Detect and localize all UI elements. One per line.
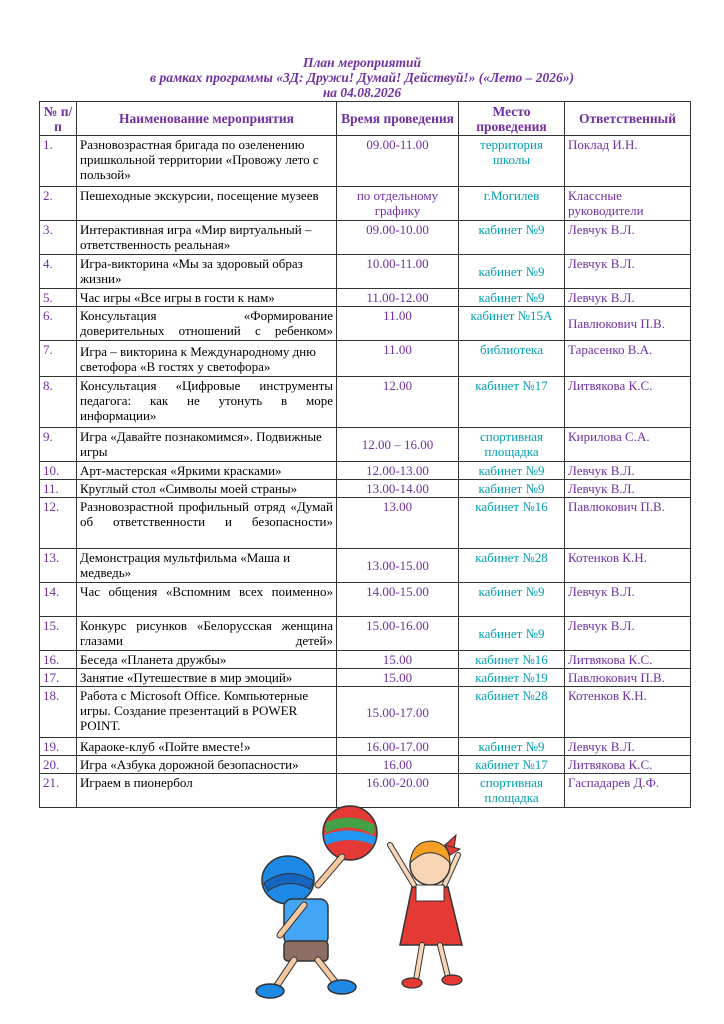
row-number: 8. bbox=[40, 377, 77, 428]
event-name: Играем в пионербол bbox=[77, 774, 337, 808]
event-place: кабинет №28 bbox=[459, 687, 565, 738]
event-responsible: Левчук В.Л. bbox=[565, 617, 691, 651]
event-responsible: Классные руководители bbox=[565, 187, 691, 221]
event-place: кабинет №16 bbox=[459, 498, 565, 549]
event-time: 14.00-15.00 bbox=[337, 583, 459, 617]
table-row bbox=[40, 136, 691, 187]
document-header bbox=[0, 55, 724, 100]
table-header-row bbox=[40, 102, 691, 136]
event-name: Демонстрация мультфильма «Маша и медведь» bbox=[77, 549, 337, 583]
table-row bbox=[40, 738, 691, 756]
event-responsible: Павлюкович П.В. bbox=[565, 669, 691, 687]
header-resp: Ответственный bbox=[565, 102, 691, 136]
event-responsible: Левчук В.Л. bbox=[565, 462, 691, 480]
event-name: Консультация «Формирование доверительных отношений с ребенком» bbox=[77, 307, 337, 341]
event-place: спортивная площадка bbox=[459, 774, 565, 808]
event-name: Разновозрастная бригада по озеленению пришкольной территории «Провожу лето с пользой» bbox=[77, 136, 337, 187]
event-place: кабинет №17 bbox=[459, 756, 565, 774]
event-place: кабинет №9 bbox=[459, 738, 565, 756]
event-time: 09.00-10.00 bbox=[337, 221, 459, 255]
table-row bbox=[40, 651, 691, 669]
table-row bbox=[40, 289, 691, 307]
title-line-1: План мероприятий bbox=[302, 55, 422, 70]
event-responsible: Гаспадарев Д.Ф. bbox=[565, 774, 691, 808]
event-time: по отдельному графику bbox=[337, 187, 459, 221]
event-time: 12.00 – 16.00 bbox=[337, 428, 459, 462]
table-row bbox=[40, 498, 691, 549]
event-place: кабинет №17 bbox=[459, 377, 565, 428]
event-name: Игра «Азбука дорожной безопасности» bbox=[77, 756, 337, 774]
event-responsible: Павлюкович П.В. bbox=[565, 498, 691, 549]
event-name: Консультация «Цифровые инструменты педагога: как не утонуть в море информации» bbox=[77, 377, 337, 428]
table-row bbox=[40, 187, 691, 221]
table-row bbox=[40, 756, 691, 774]
events-table bbox=[39, 101, 691, 808]
table-row bbox=[40, 428, 691, 462]
event-name: Конкурс рисунков «Белорусская женщина глазами детей» bbox=[77, 617, 337, 651]
event-time: 13.00 bbox=[337, 498, 459, 549]
event-name: Час общения «Вспомним всех поименно» bbox=[77, 583, 337, 617]
event-place: кабинет №9 bbox=[459, 462, 565, 480]
table-row bbox=[40, 774, 691, 808]
event-name: Арт-мастерская «Яркими красками» bbox=[77, 462, 337, 480]
event-place: г.Могилев bbox=[459, 187, 565, 221]
event-name: Игра – викторина к Международному дню светофора «В гостях у светофора» bbox=[77, 341, 337, 377]
event-place: кабинет №9 bbox=[459, 480, 565, 498]
event-time: 15.00 bbox=[337, 651, 459, 669]
event-responsible: Павлюкович П.В. bbox=[565, 307, 691, 341]
row-number: 2. bbox=[40, 187, 77, 221]
event-time: 16.00-17.00 bbox=[337, 738, 459, 756]
event-time: 13.00-15.00 bbox=[337, 549, 459, 583]
row-number: 20. bbox=[40, 756, 77, 774]
boy-figure bbox=[256, 856, 356, 998]
row-number: 19. bbox=[40, 738, 77, 756]
event-responsible: Литвякова К.С. bbox=[565, 377, 691, 428]
row-number: 12. bbox=[40, 498, 77, 549]
event-time: 16.00 bbox=[337, 756, 459, 774]
event-responsible: Кирилова С.А. bbox=[565, 428, 691, 462]
row-number: 16. bbox=[40, 651, 77, 669]
row-number: 9. bbox=[40, 428, 77, 462]
event-time: 15.00-17.00 bbox=[337, 687, 459, 738]
table-row bbox=[40, 221, 691, 255]
event-name: Караоке-клуб «Пойте вместе!» bbox=[77, 738, 337, 756]
event-place: кабинет №9 bbox=[459, 583, 565, 617]
event-name: Игра «Давайте познакомимся». Подвижные игры bbox=[77, 428, 337, 462]
event-time: 15.00-16.00 bbox=[337, 617, 459, 651]
event-responsible: Левчук В.Л. bbox=[565, 738, 691, 756]
event-responsible: Литвякова К.С. bbox=[565, 756, 691, 774]
table-row bbox=[40, 462, 691, 480]
title-line-3: на 04.08.2026 bbox=[322, 85, 402, 100]
event-place: кабинет №9 bbox=[459, 617, 565, 651]
event-place: кабинет №28 bbox=[459, 549, 565, 583]
row-number: 15. bbox=[40, 617, 77, 651]
event-responsible: Левчук В.Л. bbox=[565, 289, 691, 307]
event-place: кабинет №15А bbox=[459, 307, 565, 341]
event-place: спортивная площадка bbox=[459, 428, 565, 462]
event-responsible: Котенков К.Н. bbox=[565, 549, 691, 583]
row-number: 4. bbox=[40, 255, 77, 289]
row-number: 3. bbox=[40, 221, 77, 255]
event-responsible: Левчук В.Л. bbox=[565, 480, 691, 498]
event-time: 13.00-14.00 bbox=[337, 480, 459, 498]
event-time: 15.00 bbox=[337, 669, 459, 687]
row-number: 18. bbox=[40, 687, 77, 738]
row-number: 11. bbox=[40, 480, 77, 498]
row-number: 17. bbox=[40, 669, 77, 687]
header-name: Наименование мероприятия bbox=[77, 102, 337, 136]
event-time: 12.00-13.00 bbox=[337, 462, 459, 480]
event-place: кабинет №9 bbox=[459, 289, 565, 307]
event-name: Час игры «Все игры в гости к нам» bbox=[77, 289, 337, 307]
title-line-2: в рамках программы «3Д: Дружи! Думай! Действуй!» («Лето – 2026») bbox=[150, 70, 574, 85]
event-name: Круглый стол «Символы моей страны» bbox=[77, 480, 337, 498]
event-responsible: Левчук В.Л. bbox=[565, 255, 691, 289]
row-number: 6. bbox=[40, 307, 77, 341]
ball-icon bbox=[323, 806, 377, 860]
event-name: Интерактивная игра «Мир виртуальный – ответственность реальная» bbox=[77, 221, 337, 255]
row-number: 5. bbox=[40, 289, 77, 307]
event-time: 09.00-11.00 bbox=[337, 136, 459, 187]
event-responsible: Литвякова К.С. bbox=[565, 651, 691, 669]
event-responsible: Котенков К.Н. bbox=[565, 687, 691, 738]
table-row bbox=[40, 583, 691, 617]
row-number: 10. bbox=[40, 462, 77, 480]
event-place: кабинет №19 bbox=[459, 669, 565, 687]
event-time: 11.00 bbox=[337, 341, 459, 377]
event-time: 11.00 bbox=[337, 307, 459, 341]
event-place: библиотека bbox=[459, 341, 565, 377]
event-place: кабинет №9 bbox=[459, 255, 565, 289]
table-row bbox=[40, 687, 691, 738]
event-name: Занятие «Путешествие в мир эмоций» bbox=[77, 669, 337, 687]
event-place: кабинет №16 bbox=[459, 651, 565, 669]
event-time: 16.00-20.00 bbox=[337, 774, 459, 808]
event-name: Игра-викторина «Мы за здоровый образ жизни» bbox=[77, 255, 337, 289]
header-place: Место проведения bbox=[459, 102, 565, 136]
table-row bbox=[40, 377, 691, 428]
header-time: Время проведения bbox=[337, 102, 459, 136]
event-name: Беседа «Планета дружбы» bbox=[77, 651, 337, 669]
row-number: 14. bbox=[40, 583, 77, 617]
event-responsible: Поклад И.Н. bbox=[565, 136, 691, 187]
event-responsible: Левчук В.Л. bbox=[565, 221, 691, 255]
event-time: 10.00-11.00 bbox=[337, 255, 459, 289]
row-number: 7. bbox=[40, 341, 77, 377]
table-row bbox=[40, 341, 691, 377]
table-row bbox=[40, 669, 691, 687]
event-place: территория школы bbox=[459, 136, 565, 187]
table-row bbox=[40, 480, 691, 498]
children-playing-ball-illustration bbox=[240, 805, 480, 1005]
row-number: 21. bbox=[40, 774, 77, 808]
table-row bbox=[40, 549, 691, 583]
event-time: 12.00 bbox=[337, 377, 459, 428]
event-name: Разновозрастной профильный отряд «Думай об ответственности и безопасности» bbox=[77, 498, 337, 549]
event-time: 11.00-12.00 bbox=[337, 289, 459, 307]
event-name: Пешеходные экскурсии, посещение музеев bbox=[77, 187, 337, 221]
row-number: 13. bbox=[40, 549, 77, 583]
table-row bbox=[40, 255, 691, 289]
event-place: кабинет №9 bbox=[459, 221, 565, 255]
girl-figure bbox=[390, 835, 462, 988]
table-row bbox=[40, 617, 691, 651]
event-responsible: Тарасенко В.А. bbox=[565, 341, 691, 377]
row-number: 1. bbox=[40, 136, 77, 187]
event-name: Работа с Microsoft Office. Компьютерные игры. Создание презентаций в POWER POINT. bbox=[77, 687, 337, 738]
table-row bbox=[40, 307, 691, 341]
event-responsible: Левчук В.Л. bbox=[565, 583, 691, 617]
header-num: № п/п bbox=[40, 102, 77, 136]
